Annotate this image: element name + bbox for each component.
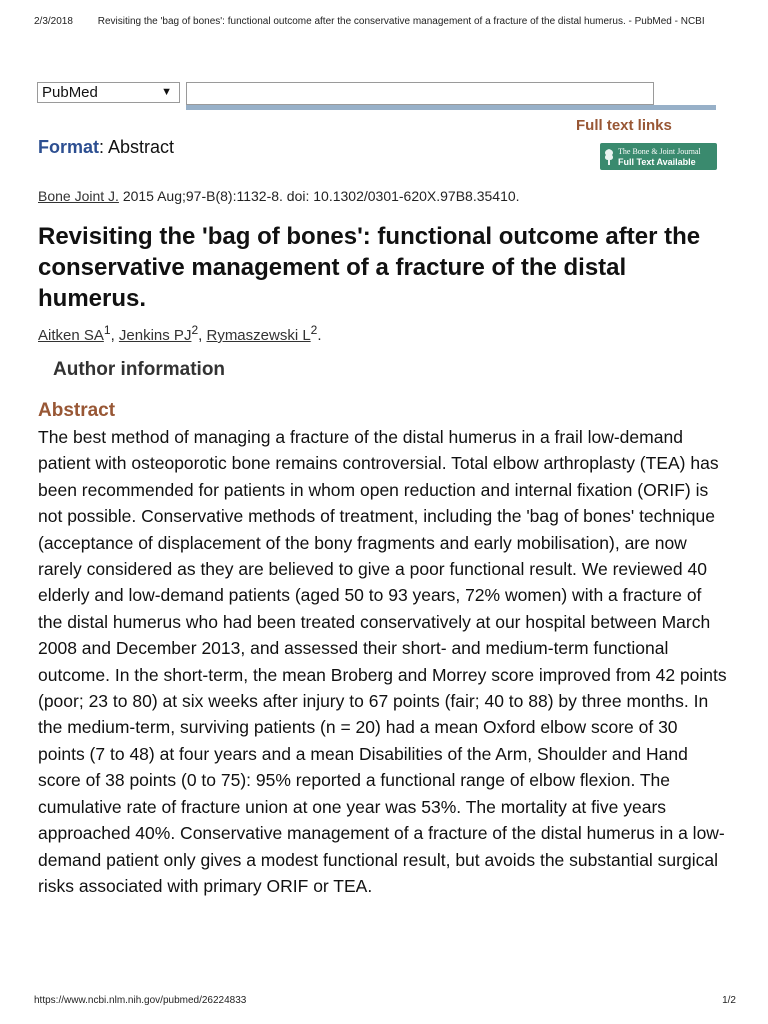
print-header <box>34 16 705 27</box>
bone-joint-logo-icon <box>603 148 615 166</box>
author-link[interactable]: Aitken SA <box>38 327 104 344</box>
print-page-number: 1/2 <box>722 995 736 1006</box>
author-information-toggle[interactable]: Author information <box>53 359 226 380</box>
print-page-title: Revisiting the 'bag of bones': functional outcome after the conservative management of a fracture of the distal humerus. - PubMed - NCBI <box>97 16 705 27</box>
author-list: Aitken $SA^1$, Jenkins $PJ^2$, Rymaszewski $L^2$. <box>38 323 322 344</box>
print-footer <box>34 995 736 1006</box>
citation-details: 2015 Aug;97-B(8):1132-8. doi: 10.1302/0301-620X.97B8.35410. <box>122 188 520 204</box>
print-url: https://www.ncbi.nlm.nih.gov/pubmed/26224833 <box>34 995 247 1006</box>
badge-text <box>618 146 701 168</box>
full-text-links-heading: Full text links <box>576 117 672 134</box>
author-affiliation: 2 <box>310 323 318 337</box>
author-link[interactable]: Jenkins PJ <box>118 327 192 344</box>
abstract-text: The best method of managing a fracture of the distal humerus in a frail low-demand patient with osteoporotic bone remains controversial. Total elbow arthroplasty (TEA) has been recommended for patients in whom open reduction and internal fixation (ORIF) is not possible. Conservative methods of treatment, including the 'bag of bones' technique (acceptance of displacement of the bony fragments and early mobilisation), are now rarely considered as they are believed to give a poor functional result. We reviewed 40 elderly and low-demand patients (aged 50 to 93 years, 72% women) with a fracture of the distal humerus who had been treated conservatively at our hospital between March 2008 and December 2013, and assessed their short- and medium-term functional outcome. In the short-term, the mean Broberg and Morrey score improved from 42 points (poor; 23 to 80) at six weeks after injury to 67 points (fair; 40 to 88) by three months. In the medium-term, surviving patients (n = 20) had a mean Oxford elbow score of 30 points (7 to 48) at four years and a mean Disabilities of the Arm, Shoulder and Hand score of 38 points (0 to 75): 95% reported a functional range of elbow flexion. The cumulative rate of fracture union at one year was 53%. The mortality at five years approached 40%. Conservative management of a fracture of the distal humerus in a low-demand patient only gives a modest functional result, but avoids the substantial surgical risks associated with primary ORIF or TEA. <box>38 427 727 896</box>
triangle-down-icon: ▼ <box>161 86 172 98</box>
format-separator: : <box>99 137 109 157</box>
citation <box>38 188 520 204</box>
search-bar <box>37 82 716 110</box>
format-selector <box>38 137 174 158</box>
article-title: Revisiting the 'bag of bones': functional outcome after the conservative management of a fracture of the distal humerus. <box>38 223 701 312</box>
format-label[interactable]: Format <box>38 137 100 157</box>
badge-journal-name: The Bone & Joint Journal <box>618 146 701 156</box>
search-input[interactable] <box>186 82 654 105</box>
print-date: 2/3/2018 <box>34 16 73 27</box>
author-affiliation: 2 <box>191 323 199 337</box>
search-bar-divider <box>186 105 716 110</box>
author-link[interactable]: Rymaszewski L <box>206 327 311 344</box>
journal-link[interactable]: Bone Joint J. <box>38 188 119 204</box>
abstract-heading: Abstract <box>38 400 116 421</box>
database-select-value: PubMed <box>42 84 98 101</box>
author-affiliation: 1 <box>103 323 111 337</box>
badge-availability: Full Text Available <box>618 156 696 167</box>
bone-joint-journal-full-text-button[interactable] <box>600 143 717 170</box>
format-value: Abstract <box>108 137 175 157</box>
database-select[interactable] <box>37 82 180 103</box>
